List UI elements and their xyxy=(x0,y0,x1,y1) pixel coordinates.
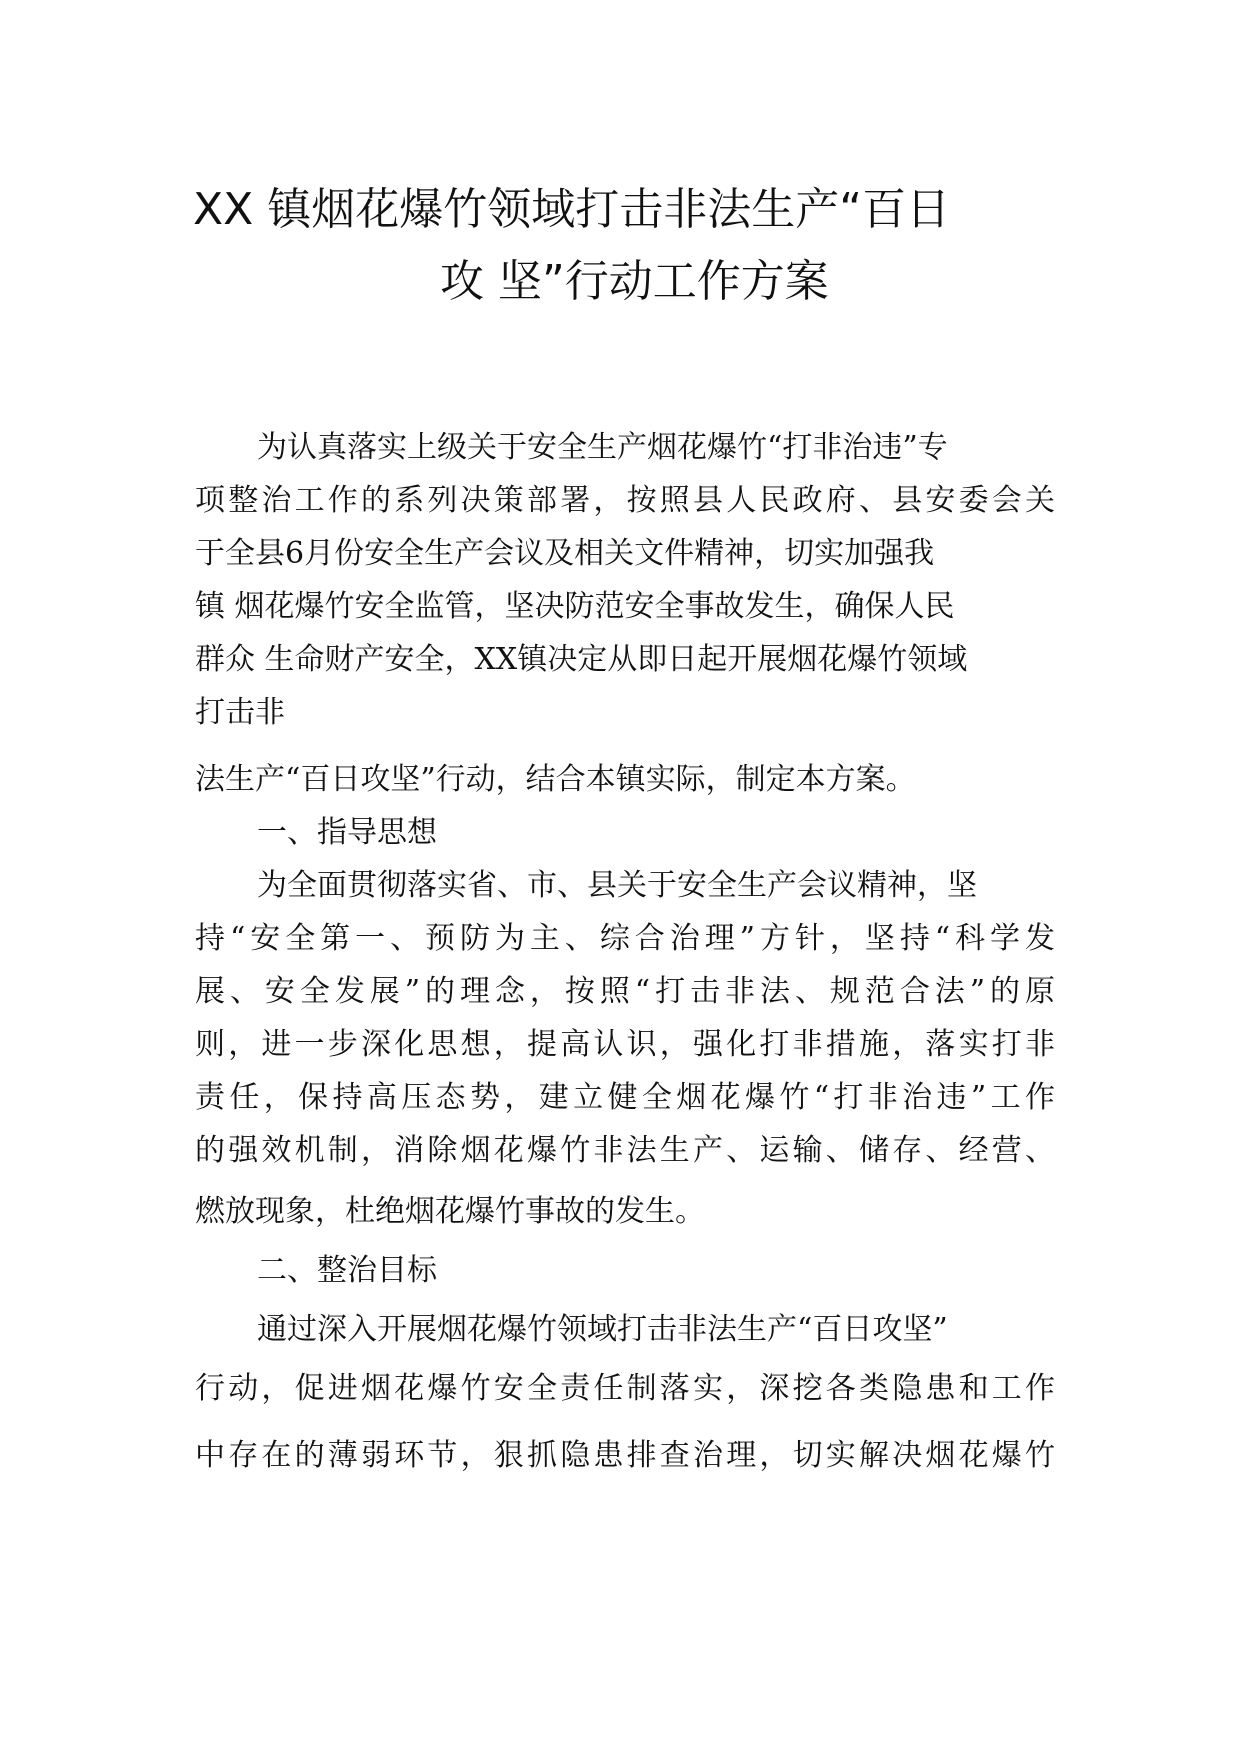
section2-line-1: 通过深入开展烟花爆竹领域打击非法生产“百日攻坚” xyxy=(257,1312,948,1347)
intro-line-3: 于全县6月份安全生产会议及相关文件精神，切实加强我 xyxy=(195,536,935,571)
section1-line-7: 燃放现象，杜绝烟花爆竹事故的发生。 xyxy=(195,1194,705,1229)
section1-line-5: 责任，保持高压态势，建立健全烟花爆竹“打非治违”工作 xyxy=(195,1080,1055,1115)
document-title-line-1: XX 镇烟花爆竹领域打击非法生产“百日 xyxy=(193,184,951,235)
section1-line-4: 则，进一步深化思想，提高认识，强化打非措施，落实打非 xyxy=(195,1027,1055,1062)
section1-line-2: 持“安全第一、预防为主、综合治理”方针，坚持“科学发 xyxy=(195,921,1055,956)
intro-line-6: 打击非 xyxy=(195,695,285,730)
section1-line-6: 的强效机制，消除烟花爆竹非法生产、运输、储存、经营、 xyxy=(195,1133,1055,1168)
section2-heading: 二、整治目标 xyxy=(257,1253,437,1288)
intro-line-1: 为认真落实上级关于安全生产烟花爆竹“打非治违”专 xyxy=(257,430,948,465)
intro-line-5: 群众 生命财产安全，XX镇决定从即日起开展烟花爆竹领域 xyxy=(195,642,968,677)
section1-line-1: 为全面贯彻落实省、市、县关于安全生产会议精神，坚 xyxy=(257,868,977,903)
intro-line-2: 项整治工作的系列决策部署，按照县人民政府、县安委会关 xyxy=(195,483,1055,518)
intro-line-4: 镇 烟花爆竹安全监管，坚决防范安全事故发生，确保人民 xyxy=(195,589,955,624)
section2-line-3: 中存在的薄弱环节，狠抓隐患排查治理，切实解决烟花爆竹 xyxy=(195,1438,1055,1473)
document-title-line-2: 攻 坚”行动工作方案 xyxy=(440,256,829,307)
section1-line-3: 展、安全发展”的理念，按照“打击非法、规范合法”的原 xyxy=(195,974,1055,1009)
section1-heading: 一、指导思想 xyxy=(257,815,437,850)
section2-line-2: 行动，促进烟花爆竹安全责任制落实，深挖各类隐患和工作 xyxy=(195,1371,1055,1406)
intro-line-7: 法生产“百日攻坚”行动，结合本镇实际，制定本方案。 xyxy=(195,762,916,797)
